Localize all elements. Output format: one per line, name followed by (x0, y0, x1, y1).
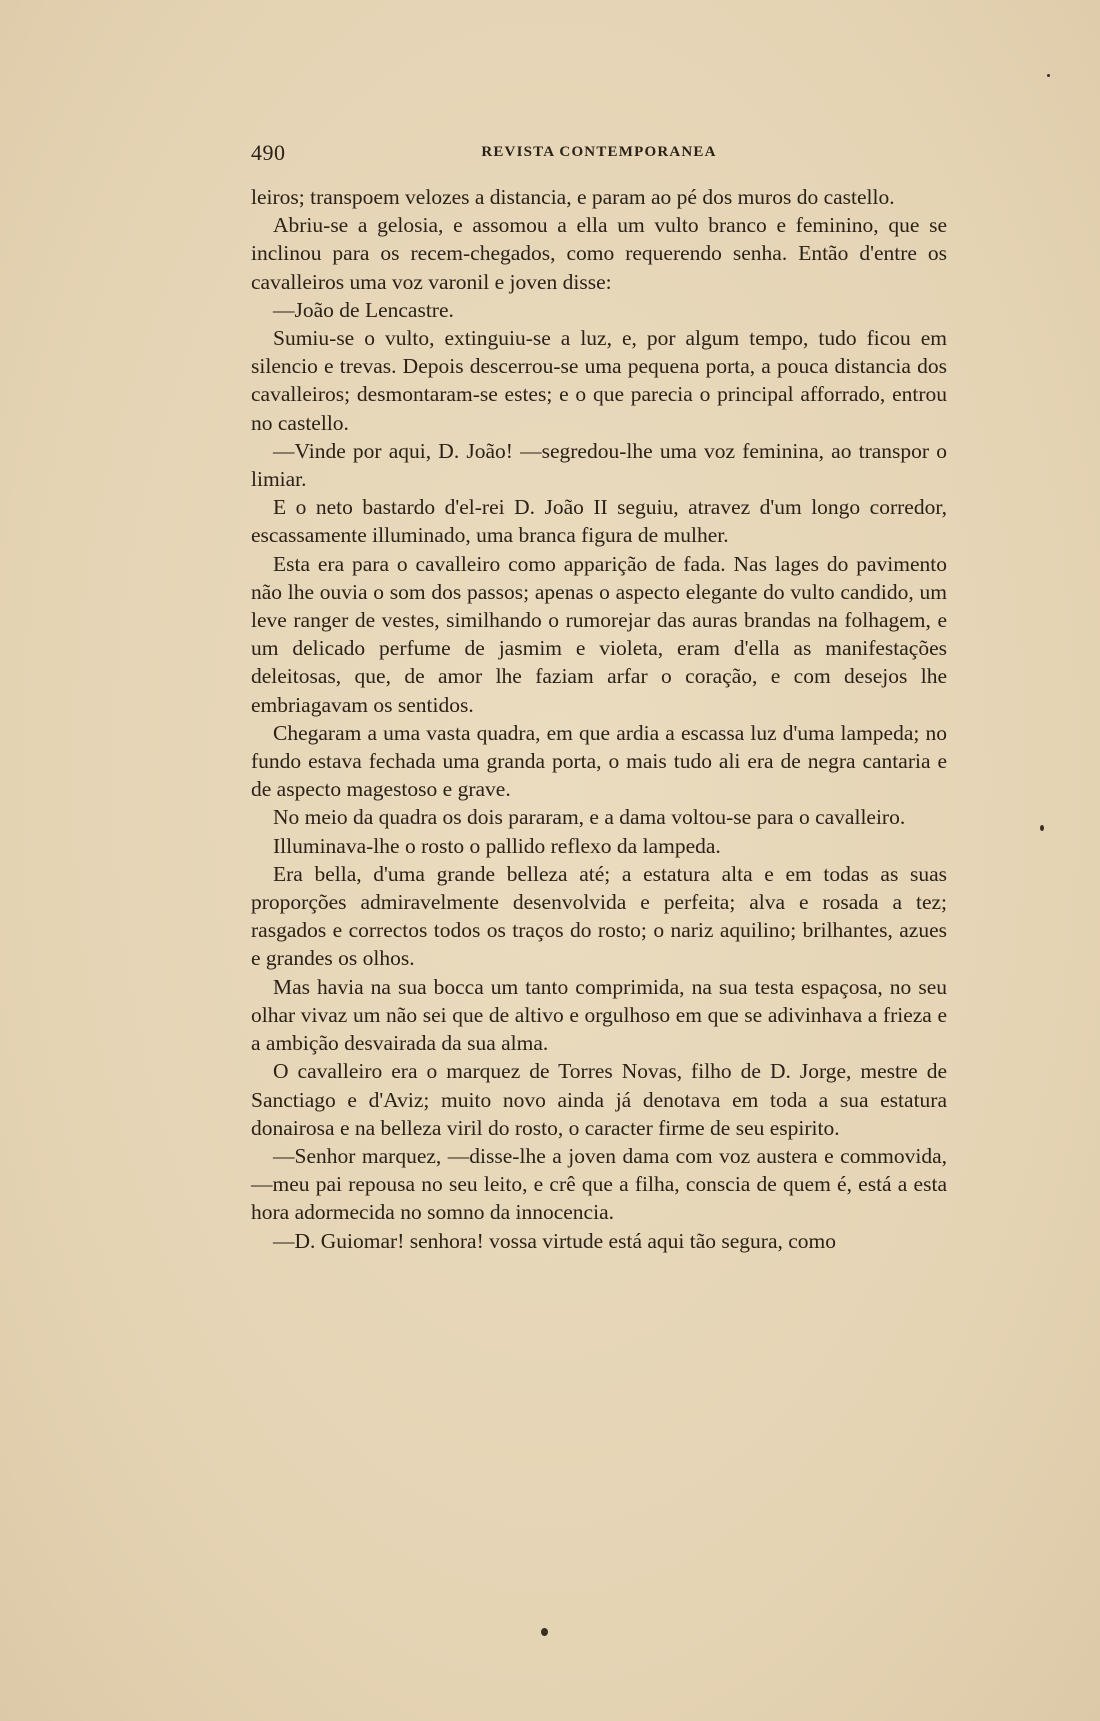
ink-speck (1040, 825, 1044, 831)
ink-speck (1047, 74, 1050, 77)
paragraph: O cavalleiro era o marquez de Torres Novas, filho de D. Jorge, mestre de Sanctiago e d'Aviz; muito novo ainda já denotava em toda a sua estatura donairosa e na belleza viril do rosto, o caracter firme de seu espirito. (251, 1059, 947, 1140)
paragraph: Illuminava-lhe o rosto o pallido reflexo da lampeda. (273, 833, 721, 858)
paragraph: Mas havia na sua bocca um tanto comprimida, na sua testa espaçosa, no seu olhar vivaz um não sei que de altivo e orgulhoso em que se adivinhava a frieza e a ambição desvairada da sua alma. (251, 974, 947, 1056)
page-number: 490 (251, 140, 286, 165)
body-text (251, 183, 947, 1255)
ink-speck (541, 1628, 548, 1636)
paragraph: —D. Guiomar! senhora! vossa virtude está aqui tão segura, como (273, 1228, 837, 1253)
paragraph: Era bella, d'uma grande belleza até; a estatura alta e em todas as suas proporções admiravelmente desenvolvida e perfeita; alva e rosada a tez; rasgados e correctos todos os traços do rosto; o nariz aquilino; brilhantes, azues e grandes os olhos. (251, 861, 947, 971)
paragraph: —João de Lencastre. (273, 297, 454, 322)
paragraph: E o neto bastardo d'el-rei D. João II seguiu, atravez d'um longo corredor, escassamente illuminado, uma branca figura de mulher. (251, 495, 947, 548)
running-head: REVISTA CONTEMPORANEA (481, 144, 717, 160)
paragraph: Sumiu-se o vulto, extinguiu-se a luz, e, por algum tempo, tudo ficou em silencio e trevas. Depois descerrou-se uma pequena porta, a pouca distancia dos cavalleiros; desmontaram-se estes; e o que parecia o principal afforrado, entrou no castello. (251, 326, 947, 435)
paragraph: leiros; transpoem velozes a distancia, e param ao pé dos muros do castello. (251, 185, 895, 209)
paragraph: Esta era para o cavalleiro como apparição de fada. Nas lages do pavimento não lhe ouvia o som dos passos; apenas o aspecto elegante do vulto candido, um leve ranger de vestes, similhando o rumorejar das auras brandas na folhagem, e um delicado perfume de jasmim e violeta, eram d'ella as manifestações deleitosas, que, de amor lhe faziam arfar o coração, e com desejos lhe embriagavam os sentidos. (251, 551, 947, 717)
page-header (251, 140, 947, 170)
paragraph: —Senhor marquez, —disse-lhe a joven dama com voz austera e commovida, —meu pai repousa no seu leito, e crê que a filha, conscia de quem é, está a esta hora adormecida no somno da innocencia. (251, 1143, 947, 1225)
paragraph: —Vinde por aqui, D. João! —segredou-lhe uma voz feminina, ao transpor o limiar. (251, 438, 947, 492)
paragraph: Chegaram a uma vasta quadra, em que ardia a escassa luz d'uma lampeda; no fundo estava fechada uma granda porta, o mais tudo ali era de negra cantaria e de aspecto magestoso e grave. (251, 720, 947, 802)
paragraph: Abriu-se a gelosia, e assomou a ella um vulto branco e feminino, que se inclinou para os recem-chegados, como requerendo senha. Então d'entre os cavalleiros uma voz varonil e joven disse: (251, 213, 947, 294)
paragraph: No meio da quadra os dois pararam, e a dama voltou-se para o cavalleiro. (273, 805, 906, 830)
